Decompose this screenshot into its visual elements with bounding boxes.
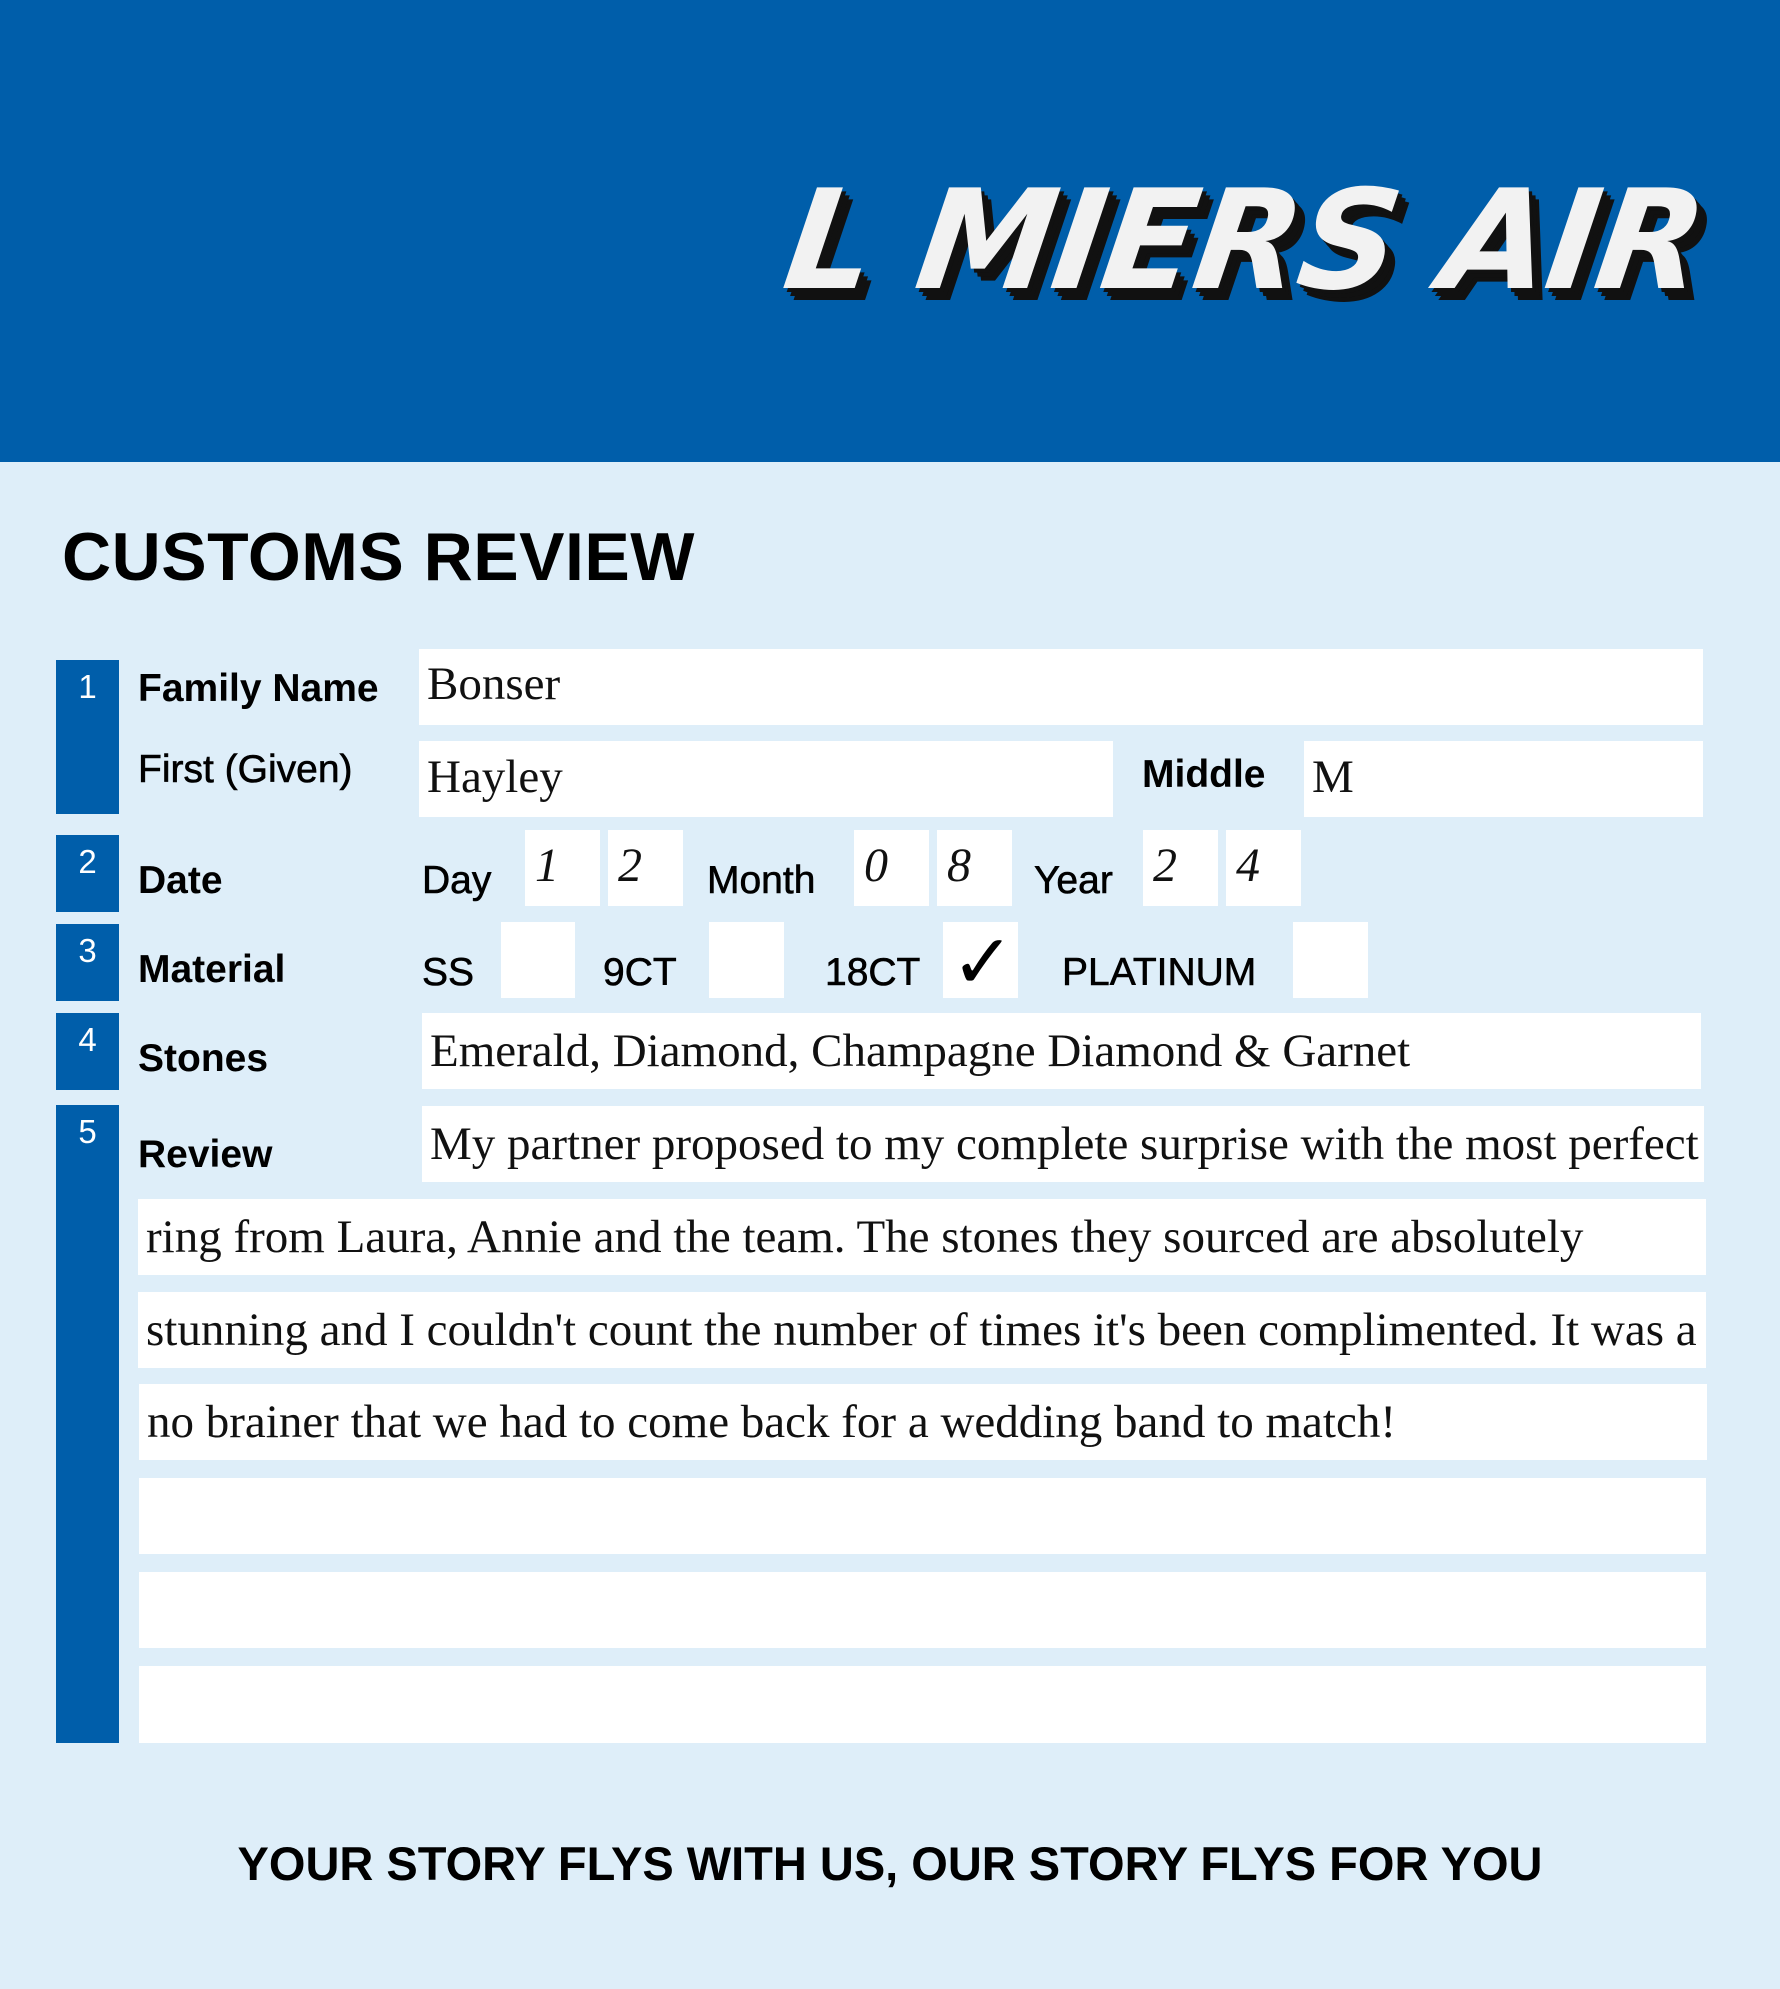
year-digit-2: 4 [1236, 839, 1260, 892]
month-digit-2: 8 [947, 839, 971, 892]
material-18ct-label: 18CT [825, 951, 921, 994]
first-name-value: Hayley [427, 751, 563, 803]
material-platinum-label: PLATINUM [1062, 951, 1257, 994]
review-line-4[interactable] [139, 1384, 1707, 1460]
section-number-3: 3 [56, 924, 119, 1001]
section-number-2: 2 [56, 835, 119, 912]
stones-value: Emerald, Diamond, Champagne Diamond & Garnet [430, 1025, 1411, 1077]
year-digit-1: 2 [1153, 839, 1177, 892]
review-line-1[interactable] [422, 1106, 1704, 1182]
middle-name-field[interactable] [1304, 741, 1703, 817]
month-digit-1: 0 [864, 839, 888, 892]
section-number-1: 1 [56, 660, 119, 814]
year-digit-2-field[interactable] [1226, 830, 1301, 906]
family-name-label: Family Name [138, 667, 379, 710]
review-line-text: no brainer that we had to come back for a wedding band to match! [147, 1396, 1396, 1448]
material-label: Material [138, 948, 286, 991]
review-line-7[interactable] [139, 1666, 1706, 1743]
review-line-text: stunning and I couldn't count the number of times it's been complimented. It was a [146, 1304, 1697, 1356]
brand-logo: L MIERS AIR [775, 160, 1714, 321]
material-9ct-label: 9CT [603, 951, 677, 994]
section-number-5: 5 [56, 1105, 119, 1743]
month-digit-1-field[interactable] [854, 830, 929, 906]
stones-label: Stones [138, 1037, 269, 1080]
date-label: Date [138, 859, 223, 902]
stones-field[interactable] [422, 1013, 1701, 1089]
year-digit-1-field[interactable] [1143, 830, 1218, 906]
day-digit-2-field[interactable] [608, 830, 683, 906]
family-name-value: Bonser [427, 658, 561, 710]
review-line-5[interactable] [139, 1478, 1706, 1554]
footer-tagline: YOUR STORY FLYS WITH US, OUR STORY FLYS FOR YOU [237, 1837, 1543, 1890]
check-mark-icon: ✓ [951, 917, 1015, 1006]
review-line-6[interactable] [139, 1572, 1706, 1648]
review-label: Review [138, 1133, 273, 1176]
middle-name-label: Middle [1142, 753, 1266, 796]
material-platinum-checkbox[interactable] [1293, 922, 1368, 998]
material-ss-checkbox[interactable] [501, 922, 575, 998]
material-ss-label: SS [422, 951, 475, 994]
day-digit-1-field[interactable] [525, 830, 600, 906]
review-line-3[interactable] [138, 1292, 1706, 1368]
material-9ct-checkbox[interactable] [709, 922, 784, 998]
first-name-field[interactable] [419, 741, 1113, 817]
first-name-label: First (Given) [138, 748, 353, 791]
header-banner [0, 0, 1780, 462]
review-line-text: ring from Laura, Annie and the team. The stones they sourced are absolutely [146, 1211, 1584, 1263]
year-label: Year [1034, 859, 1113, 902]
middle-name-value: M [1312, 751, 1354, 803]
section-number-4: 4 [56, 1013, 119, 1090]
family-name-field[interactable] [419, 649, 1703, 725]
day-digit-2: 2 [618, 839, 642, 892]
month-digit-2-field[interactable] [937, 830, 1012, 906]
material-18ct-checkbox[interactable] [943, 917, 1018, 1006]
month-label: Month [707, 859, 816, 902]
review-line-2[interactable] [138, 1199, 1706, 1275]
page-title: CUSTOMS REVIEW [62, 519, 695, 595]
review-line-text: My partner proposed to my complete surprise with the most perfect [430, 1118, 1699, 1170]
day-digit-1: 1 [535, 839, 559, 892]
day-label: Day [422, 859, 492, 902]
